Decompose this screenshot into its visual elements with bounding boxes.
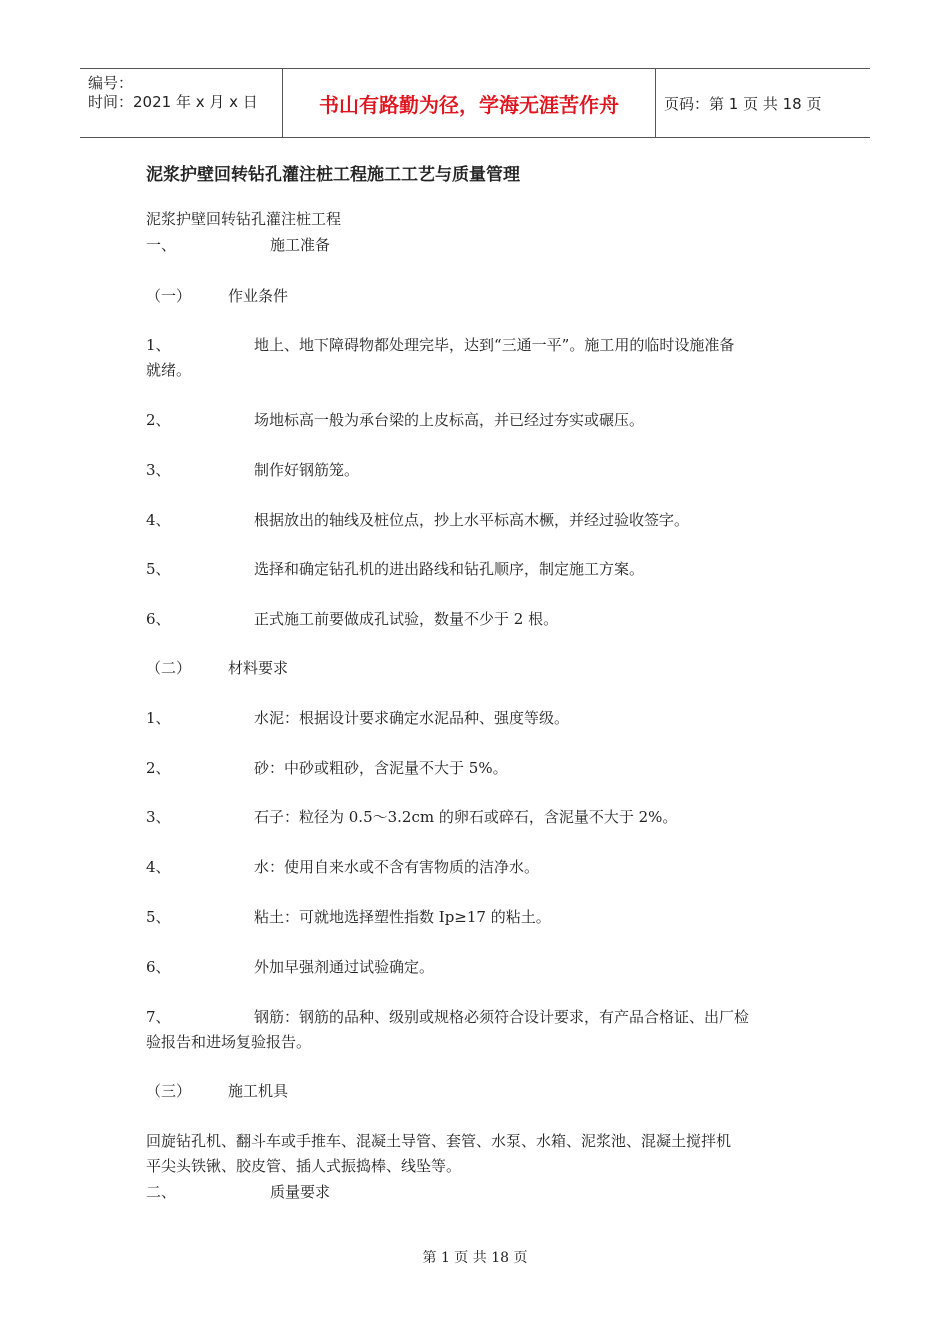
list-item-continuation: 就绪。 [146,361,192,379]
time-label: 时间：2021 年 x 月 x 日 [88,93,258,111]
list-item-number: 5、 [146,560,171,578]
header-page-info: 页码：第 1 页 共 18 页 [664,94,822,113]
list-item-text: 水：使用自来水或不含有害物质的洁净水。 [254,858,540,876]
list-item-continuation: 验报告和进场复验报告。 [146,1033,312,1051]
list-item-number: 6、 [146,610,171,628]
list-item-number: 2、 [146,411,171,429]
list-item-text: 地上、地下障碍物都处理完毕，达到“三通一平”。施工用的临时设施准备 [254,336,735,354]
list-item-number: 2、 [146,759,171,777]
list-item-text: 选择和确定钻孔机的进出路线和钻孔顺序，制定施工方案。 [254,560,645,578]
list-item-number: 1、 [146,336,171,354]
list-item-text: 场地标高一般为承台梁的上皮标高，并已经过夯实或碾压。 [254,411,645,429]
subsection-1-heading: 作业条件 [228,287,289,305]
section-2-heading: 质量要求 [270,1183,331,1201]
document-title: 泥浆护壁回转钻孔灌注桩工程施工工艺与质量管理 [146,165,520,185]
page-header [80,68,870,138]
list-item-number: 6、 [146,958,171,976]
header-motto: 书山有路勤为径，学海无涯苦作舟 [282,69,656,137]
section-2-number: 二、 [146,1183,177,1201]
list-item-text: 制作好钢筋笼。 [254,461,360,479]
tools-paragraph-line-1: 回旋钻孔机、翻斗车或手推车、混凝土导管、套管、水泵、水箱、泥浆池、混凝土搅拌机 [146,1132,732,1150]
page-footer: 第 1 页 共 18 页 [422,1250,528,1266]
list-item-text: 粘土：可就地选择塑性指数 Ip≥17 的粘土。 [254,908,551,926]
list-item-number: 3、 [146,461,171,479]
list-item-number: 5、 [146,908,171,926]
header-meta [80,69,282,137]
list-item-text: 石子：粒径为 0.5～3.2cm 的卵石或碎石，含泥量不大于 2%。 [254,808,678,826]
list-item-number: 4、 [146,511,171,529]
list-item-text: 砂：中砂或粗砂，含泥量不大于 5%。 [254,759,508,777]
subsection-3-heading: 施工机具 [228,1082,289,1100]
list-item-number: 7、 [146,1008,171,1026]
list-item-text: 外加早强剂通过试验确定。 [254,958,435,976]
subsection-2-heading: 材料要求 [228,659,289,677]
section-1-number: 一、 [146,236,177,254]
list-item-number: 4、 [146,858,171,876]
list-item-text: 根据放出的轴线及桩位点，抄上水平标高木橛，并经过验收签字。 [254,511,690,529]
subsection-3-number: （三） [146,1082,192,1100]
list-item-number: 3、 [146,808,171,826]
subsection-2-number: （二） [146,659,192,677]
tools-paragraph-line-2: 平尖头铁锹、胶皮管、插人式振捣棒、线坠等。 [146,1157,462,1175]
list-item-number: 1、 [146,709,171,727]
subsection-1-number: （一） [146,287,192,305]
list-item-text: 正式施工前要做成孔试验，数量不少于 2 根。 [254,610,559,628]
list-item-text: 钢筋：钢筋的品种、级别或规格必须符合设计要求，有产品合格证、出厂检 [254,1008,750,1026]
section-1-heading: 施工准备 [270,236,331,254]
document-subtitle: 泥浆护壁回转钻孔灌注桩工程 [146,210,342,228]
number-label: 编号： [88,74,134,92]
list-item-text: 水泥：根据设计要求确定水泥品种、强度等级。 [254,709,570,727]
